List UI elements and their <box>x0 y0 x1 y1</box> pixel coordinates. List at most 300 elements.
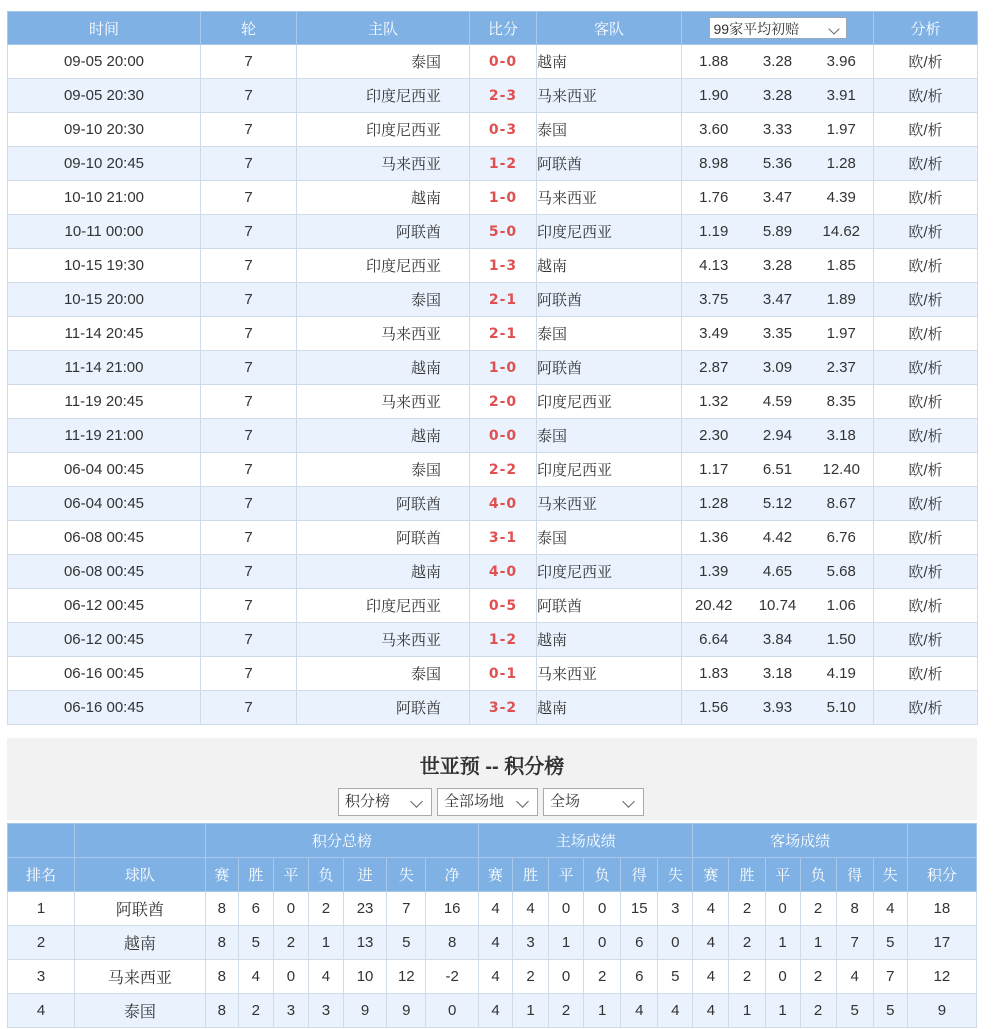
home-win: 4 <box>513 892 549 926</box>
match-score: 0-5 <box>470 589 537 623</box>
analysis-link[interactable]: 欧/析 <box>874 113 978 147</box>
match-time: 11-19 21:00 <box>8 419 201 453</box>
odds-draw: 10.74 <box>746 589 810 623</box>
away-gf: 4 <box>836 960 873 994</box>
away-loss: 2 <box>800 994 836 1028</box>
home-played: 4 <box>479 960 513 994</box>
analysis-link[interactable]: 欧/析 <box>874 487 978 521</box>
total-loss: 3 <box>308 994 343 1028</box>
away-team: 越南 <box>537 691 682 725</box>
total-ga: 12 <box>387 960 426 994</box>
home-team: 阿联酋 <box>297 691 470 725</box>
team-points: 12 <box>907 960 976 994</box>
col-total-loss: 负 <box>308 858 343 892</box>
chevron-down-icon <box>410 795 423 808</box>
total-loss: 2 <box>308 892 343 926</box>
analysis-link[interactable]: 欧/析 <box>874 215 978 249</box>
odds-draw: 3.09 <box>746 351 810 385</box>
match-row <box>8 589 978 623</box>
col-odds <box>682 12 874 45</box>
team-rank: 4 <box>8 994 75 1028</box>
home-team: 越南 <box>297 181 470 215</box>
away-team: 泰国 <box>537 521 682 555</box>
home-ga: 4 <box>658 994 693 1028</box>
odds-away-win: 3.96 <box>810 45 874 79</box>
analysis-link[interactable]: 欧/析 <box>874 657 978 691</box>
odds-home-win: 1.32 <box>682 385 746 419</box>
away-gf: 7 <box>836 926 873 960</box>
home-win: 1 <box>513 994 549 1028</box>
odds-draw: 3.33 <box>746 113 810 147</box>
home-draw: 1 <box>549 926 584 960</box>
team-rank: 1 <box>8 892 75 926</box>
home-draw: 2 <box>549 994 584 1028</box>
odds-away-win: 5.10 <box>810 691 874 725</box>
match-row <box>8 249 978 283</box>
odds-home-win: 20.42 <box>682 589 746 623</box>
home-played: 4 <box>479 994 513 1028</box>
col-away-played: 赛 <box>693 858 729 892</box>
odds-away-win: 8.67 <box>810 487 874 521</box>
odds-away-win: 1.85 <box>810 249 874 283</box>
odds-away-win: 1.97 <box>810 317 874 351</box>
total-gd: 0 <box>426 994 479 1028</box>
col-away: 客队 <box>537 12 682 45</box>
group-away: 客场成绩 <box>693 824 907 858</box>
odds-draw: 3.93 <box>746 691 810 725</box>
standings-row <box>8 892 977 926</box>
match-score: 0-0 <box>470 419 537 453</box>
total-win: 2 <box>238 994 273 1028</box>
analysis-link[interactable]: 欧/析 <box>874 453 978 487</box>
total-gd: 16 <box>426 892 479 926</box>
match-time: 06-12 00:45 <box>8 589 201 623</box>
home-team: 印度尼西亚 <box>297 79 470 113</box>
match-round: 7 <box>201 589 297 623</box>
home-team: 越南 <box>297 555 470 589</box>
match-round: 7 <box>201 249 297 283</box>
odds-home-win: 1.83 <box>682 657 746 691</box>
away-team: 泰国 <box>537 113 682 147</box>
match-score: 2-1 <box>470 283 537 317</box>
match-time: 09-05 20:00 <box>8 45 201 79</box>
match-round: 7 <box>201 181 297 215</box>
match-time: 09-10 20:45 <box>8 147 201 181</box>
odds-company-select[interactable] <box>709 17 847 39</box>
col-away-loss: 负 <box>800 858 836 892</box>
col-time: 时间 <box>8 12 201 45</box>
col-total-ga: 失 <box>387 858 426 892</box>
total-gf: 10 <box>343 960 386 994</box>
home-team: 泰国 <box>297 657 470 691</box>
match-time: 06-16 00:45 <box>8 691 201 725</box>
away-gf: 8 <box>836 892 873 926</box>
odds-draw: 3.28 <box>746 79 810 113</box>
match-score: 1-2 <box>470 623 537 657</box>
away-draw: 1 <box>765 926 800 960</box>
analysis-link[interactable]: 欧/析 <box>874 623 978 657</box>
home-played: 4 <box>479 926 513 960</box>
odds-draw: 5.36 <box>746 147 810 181</box>
odds-home-win: 2.30 <box>682 419 746 453</box>
home-ga: 3 <box>658 892 693 926</box>
match-score: 4-0 <box>470 487 537 521</box>
odds-away-win: 1.50 <box>810 623 874 657</box>
odds-away-win: 4.19 <box>810 657 874 691</box>
away-team: 越南 <box>537 249 682 283</box>
home-team: 泰国 <box>297 453 470 487</box>
standings-row <box>8 994 977 1028</box>
home-loss: 1 <box>584 994 621 1028</box>
match-time: 11-14 21:00 <box>8 351 201 385</box>
odds-away-win: 3.18 <box>810 419 874 453</box>
total-loss: 1 <box>308 926 343 960</box>
away-team: 阿联酋 <box>537 283 682 317</box>
away-team: 泰国 <box>537 419 682 453</box>
match-round: 7 <box>201 487 297 521</box>
total-draw: 3 <box>273 994 308 1028</box>
home-gf: 4 <box>621 994 658 1028</box>
away-team: 越南 <box>537 623 682 657</box>
col-points: 积分 <box>907 858 976 892</box>
total-gd: 8 <box>426 926 479 960</box>
home-team: 马来西亚 <box>297 317 470 351</box>
standings-type-value: 积分榜 <box>345 793 391 810</box>
away-win: 2 <box>729 960 765 994</box>
col-score: 比分 <box>470 12 537 45</box>
total-gf: 13 <box>343 926 386 960</box>
odds-select-value: 99家平均初赔 <box>713 21 800 37</box>
match-score: 0-0 <box>470 45 537 79</box>
match-round: 7 <box>201 691 297 725</box>
match-time: 10-15 19:30 <box>8 249 201 283</box>
analysis-link[interactable]: 欧/析 <box>874 317 978 351</box>
col-total-gf: 进 <box>343 858 386 892</box>
match-round: 7 <box>201 623 297 657</box>
analysis-link[interactable]: 欧/析 <box>874 45 978 79</box>
match-time: 10-15 20:00 <box>8 283 201 317</box>
away-draw: 0 <box>765 960 800 994</box>
match-score: 1-0 <box>470 351 537 385</box>
team-rank: 3 <box>8 960 75 994</box>
odds-draw: 2.94 <box>746 419 810 453</box>
away-team: 越南 <box>537 45 682 79</box>
odds-home-win: 1.39 <box>682 555 746 589</box>
home-team: 越南 <box>297 419 470 453</box>
away-team: 印度尼西亚 <box>537 385 682 419</box>
col-home-played: 赛 <box>479 858 513 892</box>
match-round: 7 <box>201 79 297 113</box>
away-ga: 5 <box>873 926 907 960</box>
match-score: 0-3 <box>470 113 537 147</box>
matches-header-row <box>8 12 978 45</box>
analysis-link[interactable]: 欧/析 <box>874 351 978 385</box>
match-row <box>8 283 978 317</box>
analysis-link[interactable]: 欧/析 <box>874 419 978 453</box>
col-home-loss: 负 <box>584 858 621 892</box>
venue-select[interactable] <box>437 788 538 816</box>
total-win: 6 <box>238 892 273 926</box>
match-score: 3-1 <box>470 521 537 555</box>
home-win: 2 <box>513 960 549 994</box>
away-team: 阿联酋 <box>537 147 682 181</box>
match-score: 2-2 <box>470 453 537 487</box>
total-played: 8 <box>205 960 238 994</box>
match-time: 11-19 20:45 <box>8 385 201 419</box>
team-rank: 2 <box>8 926 75 960</box>
odds-draw: 3.84 <box>746 623 810 657</box>
match-score: 2-1 <box>470 317 537 351</box>
match-time: 06-08 00:45 <box>8 521 201 555</box>
away-played: 4 <box>693 960 729 994</box>
match-row <box>8 79 978 113</box>
total-draw: 2 <box>273 926 308 960</box>
odds-home-win: 1.17 <box>682 453 746 487</box>
away-team: 印度尼西亚 <box>537 453 682 487</box>
home-team: 马来西亚 <box>297 385 470 419</box>
odds-away-win: 4.39 <box>810 181 874 215</box>
standings-title: 世亚预 -- 积分榜 <box>419 756 565 778</box>
match-score: 3-2 <box>470 691 537 725</box>
analysis-link[interactable]: 欧/析 <box>874 521 978 555</box>
odds-draw: 4.65 <box>746 555 810 589</box>
match-round: 7 <box>201 317 297 351</box>
period-value: 全场 <box>550 793 581 810</box>
team-points: 9 <box>907 994 976 1028</box>
standings-row <box>8 926 977 960</box>
team-name[interactable]: 越南 <box>74 926 205 960</box>
col-home-draw: 平 <box>549 858 584 892</box>
odds-home-win: 8.98 <box>682 147 746 181</box>
match-row <box>8 215 978 249</box>
odds-draw: 6.51 <box>746 453 810 487</box>
home-team: 马来西亚 <box>297 623 470 657</box>
away-team: 马来西亚 <box>537 79 682 113</box>
home-team: 印度尼西亚 <box>297 113 470 147</box>
match-row <box>8 351 978 385</box>
match-time: 10-10 21:00 <box>8 181 201 215</box>
total-gd: -2 <box>426 960 479 994</box>
standings-row <box>8 960 977 994</box>
match-round: 7 <box>201 45 297 79</box>
total-played: 8 <box>205 994 238 1028</box>
odds-home-win: 2.87 <box>682 351 746 385</box>
odds-draw: 3.47 <box>746 283 810 317</box>
odds-away-win: 8.35 <box>810 385 874 419</box>
analysis-link[interactable]: 欧/析 <box>874 691 978 725</box>
col-away-draw: 平 <box>765 858 800 892</box>
analysis-link[interactable]: 欧/析 <box>874 555 978 589</box>
home-team: 印度尼西亚 <box>297 249 470 283</box>
odds-away-win: 1.97 <box>810 113 874 147</box>
away-team: 阿联酋 <box>537 589 682 623</box>
home-team: 阿联酋 <box>297 215 470 249</box>
match-round: 7 <box>201 453 297 487</box>
away-win: 1 <box>729 994 765 1028</box>
away-team: 马来西亚 <box>537 487 682 521</box>
odds-home-win: 3.75 <box>682 283 746 317</box>
home-team: 马来西亚 <box>297 147 470 181</box>
total-win: 5 <box>238 926 273 960</box>
home-draw: 0 <box>549 892 584 926</box>
away-team: 阿联酋 <box>537 351 682 385</box>
col-away-ga: 失 <box>873 858 907 892</box>
group-home: 主场成绩 <box>479 824 693 858</box>
chevron-down-icon <box>828 23 839 34</box>
home-gf: 6 <box>621 926 658 960</box>
odds-away-win: 3.91 <box>810 79 874 113</box>
home-loss: 0 <box>584 892 621 926</box>
away-played: 4 <box>693 926 729 960</box>
total-gf: 23 <box>343 892 386 926</box>
match-round: 7 <box>201 419 297 453</box>
odds-home-win: 1.56 <box>682 691 746 725</box>
team-points: 18 <box>907 892 976 926</box>
match-row <box>8 453 978 487</box>
odds-home-win: 1.76 <box>682 181 746 215</box>
col-away-gf: 得 <box>836 858 873 892</box>
match-time: 06-04 00:45 <box>8 487 201 521</box>
match-round: 7 <box>201 215 297 249</box>
home-loss: 2 <box>584 960 621 994</box>
odds-home-win: 6.64 <box>682 623 746 657</box>
odds-away-win: 5.68 <box>810 555 874 589</box>
standings-group-header-row <box>8 824 977 858</box>
odds-away-win: 2.37 <box>810 351 874 385</box>
match-score: 1-3 <box>470 249 537 283</box>
period-select[interactable] <box>543 788 644 816</box>
match-score: 5-0 <box>470 215 537 249</box>
odds-away-win: 12.40 <box>810 453 874 487</box>
col-total-draw: 平 <box>273 858 308 892</box>
home-team: 泰国 <box>297 45 470 79</box>
away-played: 4 <box>693 994 729 1028</box>
odds-away-win: 6.76 <box>810 521 874 555</box>
match-row <box>8 181 978 215</box>
total-ga: 7 <box>387 892 426 926</box>
col-rank: 排名 <box>8 858 75 892</box>
odds-away-win: 1.06 <box>810 589 874 623</box>
analysis-link[interactable]: 欧/析 <box>874 181 978 215</box>
total-ga: 5 <box>387 926 426 960</box>
match-score: 2-3 <box>470 79 537 113</box>
analysis-link[interactable]: 欧/析 <box>874 147 978 181</box>
home-loss: 0 <box>584 926 621 960</box>
home-team: 越南 <box>297 351 470 385</box>
match-row <box>8 317 978 351</box>
match-round: 7 <box>201 147 297 181</box>
away-gf: 5 <box>836 994 873 1028</box>
odds-draw: 3.18 <box>746 657 810 691</box>
matches-table <box>7 11 978 725</box>
match-round: 7 <box>201 555 297 589</box>
chevron-down-icon <box>622 795 635 808</box>
col-away-win: 胜 <box>729 858 765 892</box>
match-time: 09-10 20:30 <box>8 113 201 147</box>
analysis-link[interactable]: 欧/析 <box>874 79 978 113</box>
analysis-link[interactable]: 欧/析 <box>874 249 978 283</box>
away-loss: 2 <box>800 960 836 994</box>
standings-table <box>7 823 977 1028</box>
team-name[interactable]: 泰国 <box>74 994 205 1028</box>
odds-home-win: 1.90 <box>682 79 746 113</box>
total-win: 4 <box>238 960 273 994</box>
away-team: 马来西亚 <box>537 181 682 215</box>
away-win: 2 <box>729 892 765 926</box>
total-draw: 0 <box>273 960 308 994</box>
match-score: 0-1 <box>470 657 537 691</box>
match-time: 06-08 00:45 <box>8 555 201 589</box>
home-team: 印度尼西亚 <box>297 589 470 623</box>
odds-draw: 3.47 <box>746 181 810 215</box>
away-loss: 1 <box>800 926 836 960</box>
odds-home-win: 1.88 <box>682 45 746 79</box>
col-home-ga: 失 <box>658 858 693 892</box>
away-ga: 7 <box>873 960 907 994</box>
odds-home-win: 3.60 <box>682 113 746 147</box>
odds-draw: 3.28 <box>746 249 810 283</box>
match-score: 2-0 <box>470 385 537 419</box>
match-row <box>8 113 978 147</box>
away-team: 泰国 <box>537 317 682 351</box>
odds-home-win: 3.49 <box>682 317 746 351</box>
col-round: 轮 <box>201 12 297 45</box>
match-row <box>8 555 978 589</box>
away-ga: 4 <box>873 892 907 926</box>
col-home: 主队 <box>297 12 470 45</box>
total-ga: 9 <box>387 994 426 1028</box>
match-row <box>8 385 978 419</box>
analysis-link[interactable]: 欧/析 <box>874 589 978 623</box>
away-win: 2 <box>729 926 765 960</box>
team-name[interactable]: 马来西亚 <box>74 960 205 994</box>
col-home-win: 胜 <box>513 858 549 892</box>
match-score: 1-0 <box>470 181 537 215</box>
home-gf: 15 <box>621 892 658 926</box>
match-row <box>8 45 978 79</box>
match-time: 06-16 00:45 <box>8 657 201 691</box>
match-round: 7 <box>201 283 297 317</box>
home-draw: 0 <box>549 960 584 994</box>
odds-draw: 4.42 <box>746 521 810 555</box>
odds-away-win: 1.89 <box>810 283 874 317</box>
odds-away-win: 14.62 <box>810 215 874 249</box>
home-ga: 5 <box>658 960 693 994</box>
home-team: 阿联酋 <box>297 521 470 555</box>
match-row <box>8 419 978 453</box>
analysis-link[interactable]: 欧/析 <box>874 283 978 317</box>
match-row <box>8 147 978 181</box>
odds-home-win: 1.36 <box>682 521 746 555</box>
chevron-down-icon <box>516 795 529 808</box>
match-time: 06-04 00:45 <box>8 453 201 487</box>
home-team: 泰国 <box>297 283 470 317</box>
home-team: 阿联酋 <box>297 487 470 521</box>
total-played: 8 <box>205 926 238 960</box>
odds-home-win: 1.28 <box>682 487 746 521</box>
standings-type-select[interactable] <box>338 788 432 816</box>
odds-away-win: 1.28 <box>810 147 874 181</box>
total-played: 8 <box>205 892 238 926</box>
match-score: 4-0 <box>470 555 537 589</box>
odds-draw: 3.35 <box>746 317 810 351</box>
analysis-link[interactable]: 欧/析 <box>874 385 978 419</box>
away-team: 印度尼西亚 <box>537 555 682 589</box>
team-name[interactable]: 阿联酋 <box>74 892 205 926</box>
match-round: 7 <box>201 385 297 419</box>
col-total-gd: 净 <box>426 858 479 892</box>
col-total-played: 赛 <box>205 858 238 892</box>
